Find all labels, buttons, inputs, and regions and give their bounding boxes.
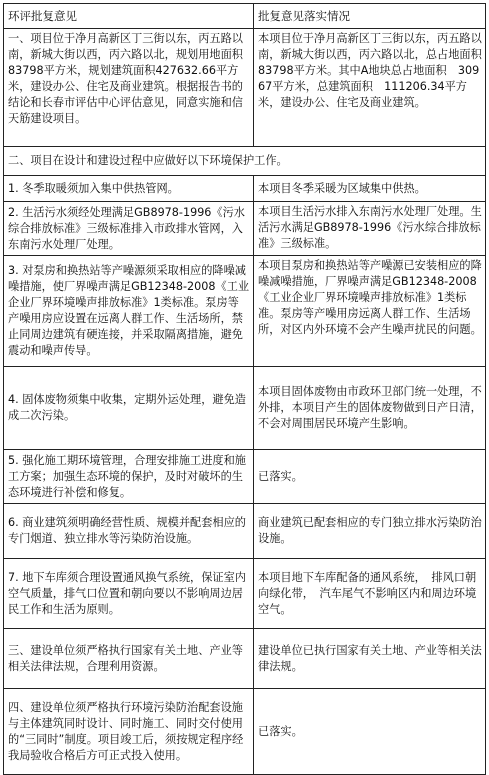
status-cell: 本项目位于净月高新区丁三街以东，丙五路以南，新城大街以西，丙六路以北，总占地面积83798平方米。其中A地块总占地面积 30967平方米，总建筑面积 111206.34平方米，建设办公、住宅及商业建筑。 <box>254 29 486 147</box>
table-header-row <box>4 4 486 29</box>
header-approval-opinion: 环评批复意见 <box>4 4 254 29</box>
approval-cell: 四、建设单位须严格执行环境污染防治配套设施与主体建筑同时设计、同时施工、同时交付使用的“三同时”制度。项目竣工后，须按规定程序经我局验收合格后方可正式投入使用。 <box>4 689 254 775</box>
status-cell: 建设单位已执行国家有关土地、产业等相关法律法规。 <box>254 629 486 689</box>
approval-cell: 三、建设单位须严格执行国家有关土地、产业等相关法律法规，合理利用资源。 <box>4 629 254 689</box>
table-row <box>4 256 486 367</box>
table-row <box>4 504 486 559</box>
status-cell: 本项目泵房和换热站等产噪源已安装相应的降噪减噪措施，厂界噪声满足GB12348-2008《工业企业厂界环境噪声排放标准》1类标准。泵房等产噪用房远离人群工作、生活场所，对区内外环境不会产生噪声扰民的问题。 <box>254 256 486 367</box>
table-row <box>4 450 486 504</box>
status-cell: 本项目冬季采暖为区域集中供热。 <box>254 176 486 202</box>
approval-cell: 一、项目位于净月高新区丁三街以东，丙五路以南，新城大街以西，丙六路以北，规划用地面积83798平方米，规划建筑面积427632.66平方米，建设办公、住宅及商业建筑。根据报告书的结论和长春市评估中心评估意见，同意实施和信天筋建设项目。 <box>4 29 254 147</box>
table-row <box>4 202 486 256</box>
status-cell: 已落实。 <box>254 689 486 775</box>
approval-cell: 3. 对泵房和换热站等产噪源须采取相应的降噪减噪措施，使厂界噪声满足GB12348-2008《工业企业厂界环境噪声排放标准》1类标准。泵房等产噪用房应设置在远离人群工作、生活场所，禁止同周边建筑有硬连接，并采取隔离措施，避免震动和噪声传导。 <box>4 256 254 367</box>
approval-cell: 1. 冬季取暖须加入集中供热管网。 <box>4 176 254 202</box>
status-cell: 本项目地下车库配备的通风系统， 排风口朝向绿化带， 汽车尾气不影响区内和周边环境空气。 <box>254 559 486 629</box>
status-cell: 已落实。 <box>254 450 486 504</box>
approval-cell: 2. 生活污水须经处理满足GB8978-1996《污水综合排放标准》三级标准排入市政排水管网，入东南污水处理厂处理。 <box>4 202 254 256</box>
status-cell: 本项目固体废物由市政环卫部门统一处理，不外排，本项目产生的固体废物做到日产日清，不会对周围居民环境产生影响。 <box>254 367 486 450</box>
section-heading-cell: 二、项目在设计和建设过程中应做好以下环境保护工作。 <box>4 147 486 176</box>
table-row <box>4 29 486 147</box>
approval-implementation-table <box>3 3 486 775</box>
table-row <box>4 559 486 629</box>
approval-cell: 6. 商业建筑须明确经营性质、规模并配套相应的专门烟道、独立排水等污染防治设施。 <box>4 504 254 559</box>
table-row <box>4 689 486 775</box>
table-row <box>4 629 486 689</box>
approval-cell: 7. 地下车库须合理设置通风换气系统，保证室内空气质量，排气口位置和朝向要以不影响周边居民工作和生活为原则。 <box>4 559 254 629</box>
header-implementation-status: 批复意见落实情况 <box>254 4 486 29</box>
table-row <box>4 176 486 202</box>
section-row <box>4 147 486 176</box>
table-row <box>4 367 486 450</box>
status-cell: 商业建筑已配套相应的专门独立排水污染防治设施。 <box>254 504 486 559</box>
status-cell: 本项目生活污水排入东南污水处理厂处理。生活污水满足GB8978-1996《污水综合排放标准》三级标准。 <box>254 202 486 256</box>
approval-cell: 4. 固体废物须集中收集，定期外运处理，避免造成二次污染。 <box>4 367 254 450</box>
approval-cell: 5. 强化施工期环境管理，合理安排施工进度和施工方案；加强生态环境的保护，及时对破坏的生态环境进行补偿和修复。 <box>4 450 254 504</box>
